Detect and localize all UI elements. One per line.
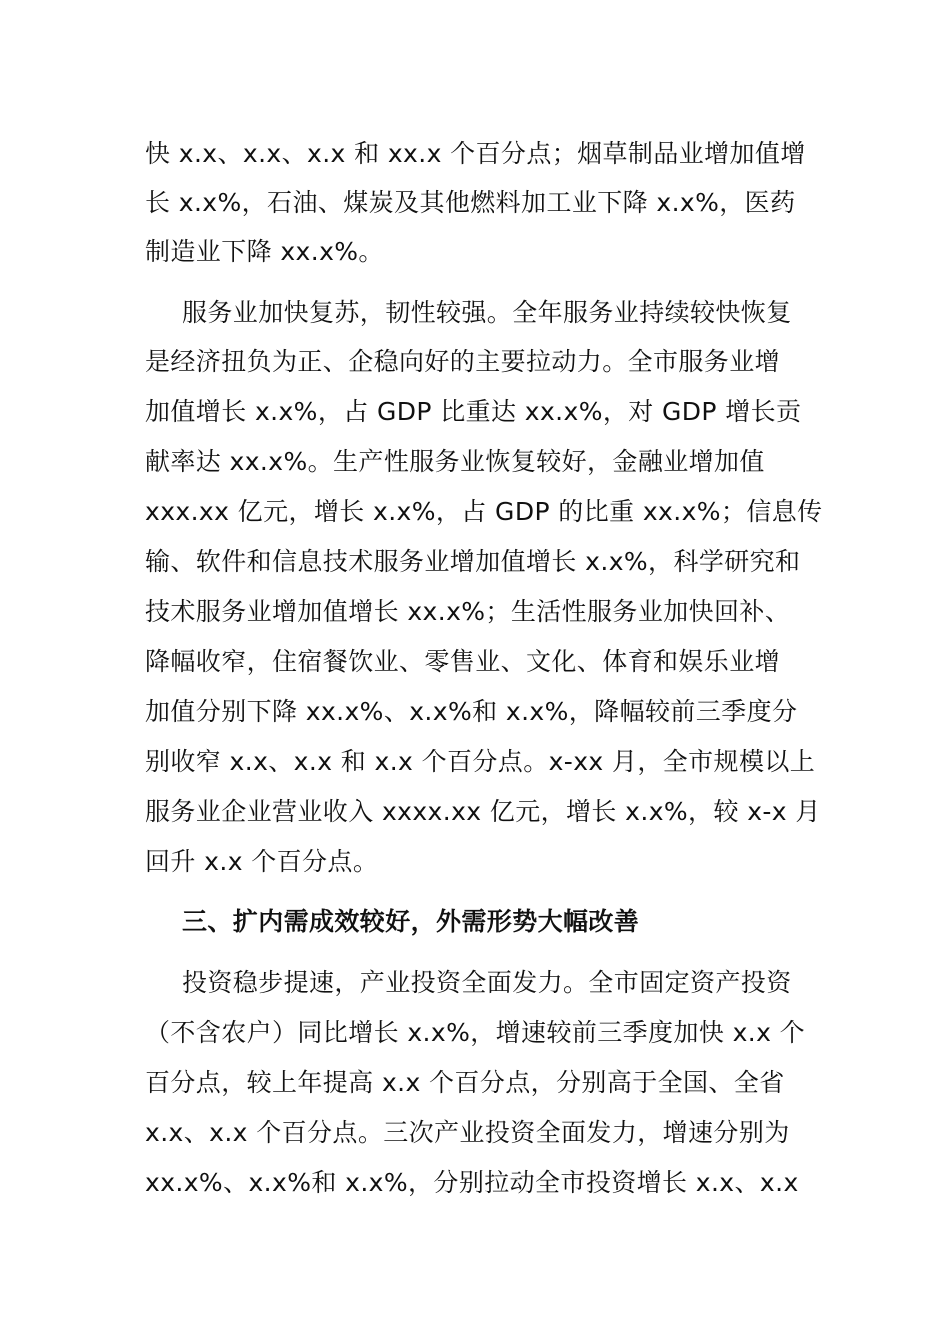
paragraph-line: xx.x%、x.x%和 x.x%，分别拉动全市投资增长 x.x、x.x <box>145 1168 799 1197</box>
paragraph-line: 输、软件和信息技术服务业增加值增长 x.x%，科学研究和 <box>145 547 801 576</box>
paragraph-line: 回升 x.x 个百分点。 <box>145 847 379 876</box>
paragraph-line: 降幅收窄，住宿餐饮业、零售业、文化、体育和娱乐业增 <box>145 647 781 676</box>
paragraph-line: （不含农户）同比增长 x.x%，增速较前三季度加快 x.x 个 <box>145 1018 806 1047</box>
paragraph-line: x.x、x.x 个百分点。三次产业投资全面发力，增速分别为 <box>145 1118 790 1147</box>
paragraph-line: 服务业企业营业收入 xxxx.xx 亿元，增长 x.x%，较 x-x 月 <box>145 797 821 826</box>
paragraph-line: 技术服务业增加值增长 xx.x%；生活性服务业加快回补、 <box>145 597 791 626</box>
paragraph-line: 献率达 xx.x%。生产性服务业恢复较好，金融业增加值 <box>145 447 765 476</box>
paragraph-line: 是经济扭负为正、企稳向好的主要拉动力。全市服务业增 <box>145 347 781 376</box>
section-heading: 三、扩内需成效较好，外需形势大幅改善 <box>182 907 640 936</box>
paragraph-line: xxx.xx 亿元，增长 x.x%，占 GDP 的比重 xx.x%；信息传 <box>145 497 823 526</box>
paragraph-line: 百分点，较上年提高 x.x 个百分点，分别高于全国、全省 <box>145 1068 785 1097</box>
paragraph-line: 加值增长 x.x%，占 GDP 比重达 xx.x%，对 GDP 增长贡 <box>145 397 802 426</box>
paragraph-line: 别收窄 x.x、x.x 和 x.x 个百分点。x-xx 月，全市规模以上 <box>145 747 816 776</box>
paragraph-line: 快 x.x、x.x、x.x 和 xx.x 个百分点；烟草制品业增加值增 <box>145 139 806 168</box>
paragraph-line: 加值分别下降 xx.x%、x.x%和 x.x%，降幅较前三季度分 <box>145 697 798 726</box>
paragraph-line: 制造业下降 xx.x%。 <box>145 237 384 266</box>
paragraph-line: 服务业加快复苏，韧性较强。全年服务业持续较快恢复 <box>182 298 792 327</box>
paragraph-line: 投资稳步提速，产业投资全面发力。全市固定资产投资 <box>182 968 792 997</box>
paragraph-line: 长 x.x%，石油、煤炭及其他燃料加工业下降 x.x%，医药 <box>145 188 796 217</box>
